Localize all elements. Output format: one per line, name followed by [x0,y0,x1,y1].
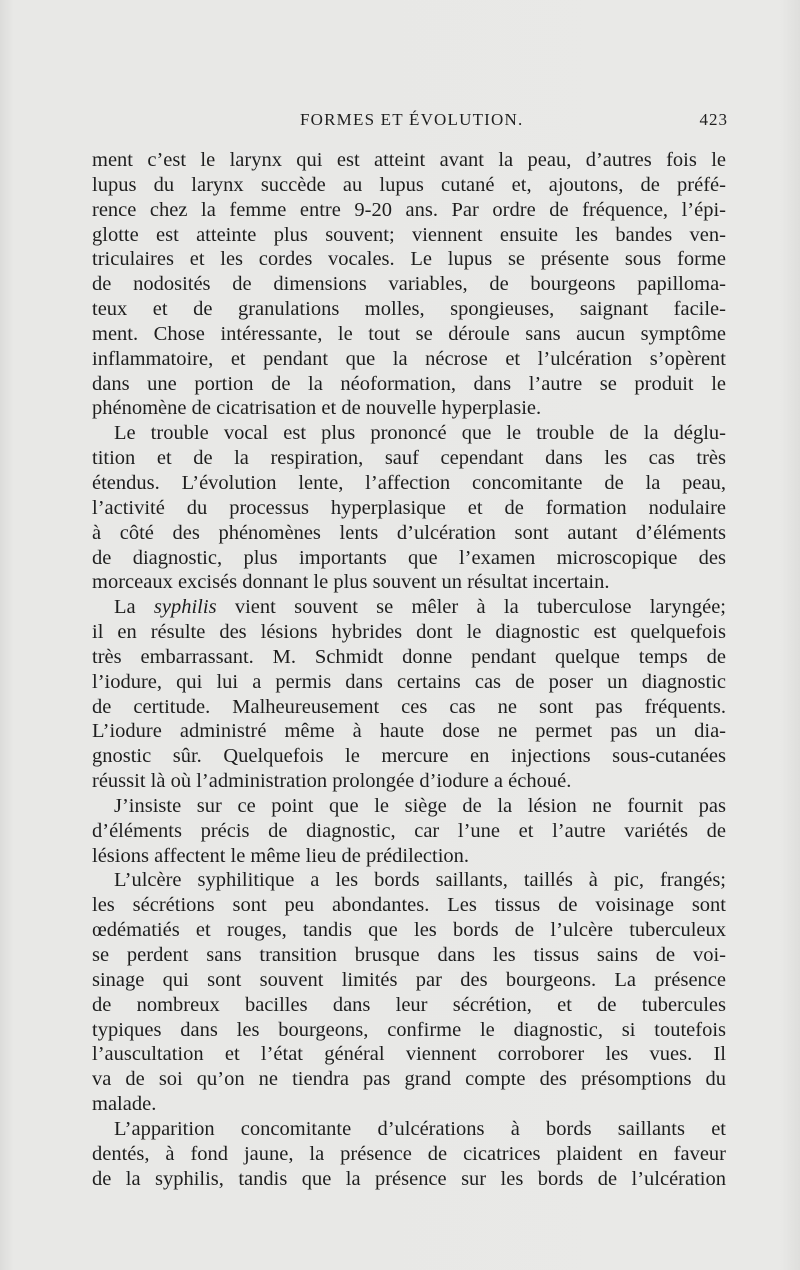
text-line: L’iodure administré même à haute dose ne permet pas un dia- [92,720,726,743]
text-line: ment. Chose intéressante, le tout se déroule sans aucun symptôme [92,322,726,345]
running-header [300,110,728,130]
text-line: L’apparition concomitante d’ulcérations à bords saillants et [114,1117,726,1140]
text-line: inflammatoire, et pendant que la nécrose et l’ulcération s’opèrent [92,347,726,370]
text-line: de la syphilis, tandis que la présence sur les bords de l’ulcération [92,1167,726,1190]
text-line: dans une portion de la néoformation, dans l’autre se produit le [92,372,726,395]
text-line: de certitude. Malheureusement ces cas ne sont pas fréquents. [92,695,726,718]
paragraph [92,1117,726,1192]
text-line: teux et de granulations molles, spongieuses, saignant facile- [92,298,726,321]
text-line: Le trouble vocal est plus prononcé que le trouble de la déglu- [114,422,726,445]
text-line: ment c’est le larynx qui est atteint avant la peau, d’autres fois le [92,149,726,171]
text-line: œdématiés et rouges, tandis que les bords de l’ulcère tuberculeux [92,919,726,942]
text-line: l’iodure, qui lui a permis dans certains cas de poser un diagnostic [92,670,726,693]
text-line: gnostic sûr. Quelquefois le mercure en injections sous-cutanées [92,745,726,768]
text-line: de diagnostic, plus importants que l’examen microscopique des [92,546,726,569]
text-line: il en résulte des lésions hybrides dont le diagnostic est quelquefois [92,621,726,644]
text-line: lupus du larynx succède au lupus cutané et, ajoutons, de préfé- [92,173,726,196]
text-line: triculaires et les cordes vocales. Le lupus se présente sous forme [92,248,726,271]
text-line: lésions affectent le même lieu de prédilection. [92,844,470,867]
text-line: se perdent sans transition brusque dans les tissus sains de voi- [92,944,726,966]
text-line: l’activité du processus hyperplasique et de formation nodulaire [92,496,726,519]
paragraph [92,595,726,794]
text-line: réussit là où l’administration prolongée d’iodure a échoué. [92,770,572,793]
text-line: de nombreux bacilles dans leur sécrétion, et de tubercules [92,993,726,1016]
text-line: va de soi qu’on ne tiendra pas grand compte des présomptions du [92,1068,726,1091]
text-line: glotte est atteinte plus souvent; viennent ensuite les bandes ven- [92,223,726,246]
text-line: tition et de la respiration, sauf cependant dans les cas très [92,447,726,470]
text-line: La syphilis vient souvent se mêler à la tuberculose laryngée; [114,596,726,619]
text-line: rence chez la femme entre 9-20 ans. Par ordre de fréquence, l’épi- [92,198,726,221]
text-line: J’insiste sur ce point que le siège de la lésion ne fournit pas [114,794,726,817]
text-line: de nodosités de dimensions variables, de bourgeons papilloma- [92,273,726,296]
text-line: dentés, à fond jaune, la présence de cicatrices plaident en faveur [92,1142,726,1165]
paragraph [92,148,726,421]
text-line: étendus. L’évolution lente, l’affection concomitante de la peau, [92,471,726,494]
italic-term: syphilis [153,596,217,619]
text-line: sinage qui sont souvent limités par des bourgeons. La présence [92,968,726,991]
paragraph [92,794,726,869]
body-text [92,148,726,1191]
text-line: l’auscultation et l’état général viennent corroborer les vues. Il [92,1043,726,1066]
text-line: morceaux excisés donnant le plus souvent un résultat incertain. [92,571,610,594]
running-title: FORMES ET ÉVOLUTION. [300,110,524,129]
text-line: phénomène de cicatrisation et de nouvelle hyperplasie. [92,397,542,420]
text-line: d’éléments précis de diagnostic, car l’une et l’autre variétés de [92,819,726,842]
text-line: les sécrétions sont peu abondantes. Les tissus de voisinage sont [92,894,726,917]
page-number: 423 [699,110,728,129]
text-line: L’ulcère syphilitique a les bords saillants, taillés à pic, frangés; [114,869,726,892]
paragraph [92,421,726,595]
paragraph [92,868,726,1116]
text-line: à côté des phénomènes lents d’ulcération sont autant d’éléments [92,521,726,544]
text-line: malade. [92,1093,157,1116]
text-line: typiques dans les bourgeons, confirme le diagnostic, si toutefois [92,1018,726,1041]
text-line: très embarrassant. M. Schmidt donne pendant quelque temps de [92,645,726,668]
